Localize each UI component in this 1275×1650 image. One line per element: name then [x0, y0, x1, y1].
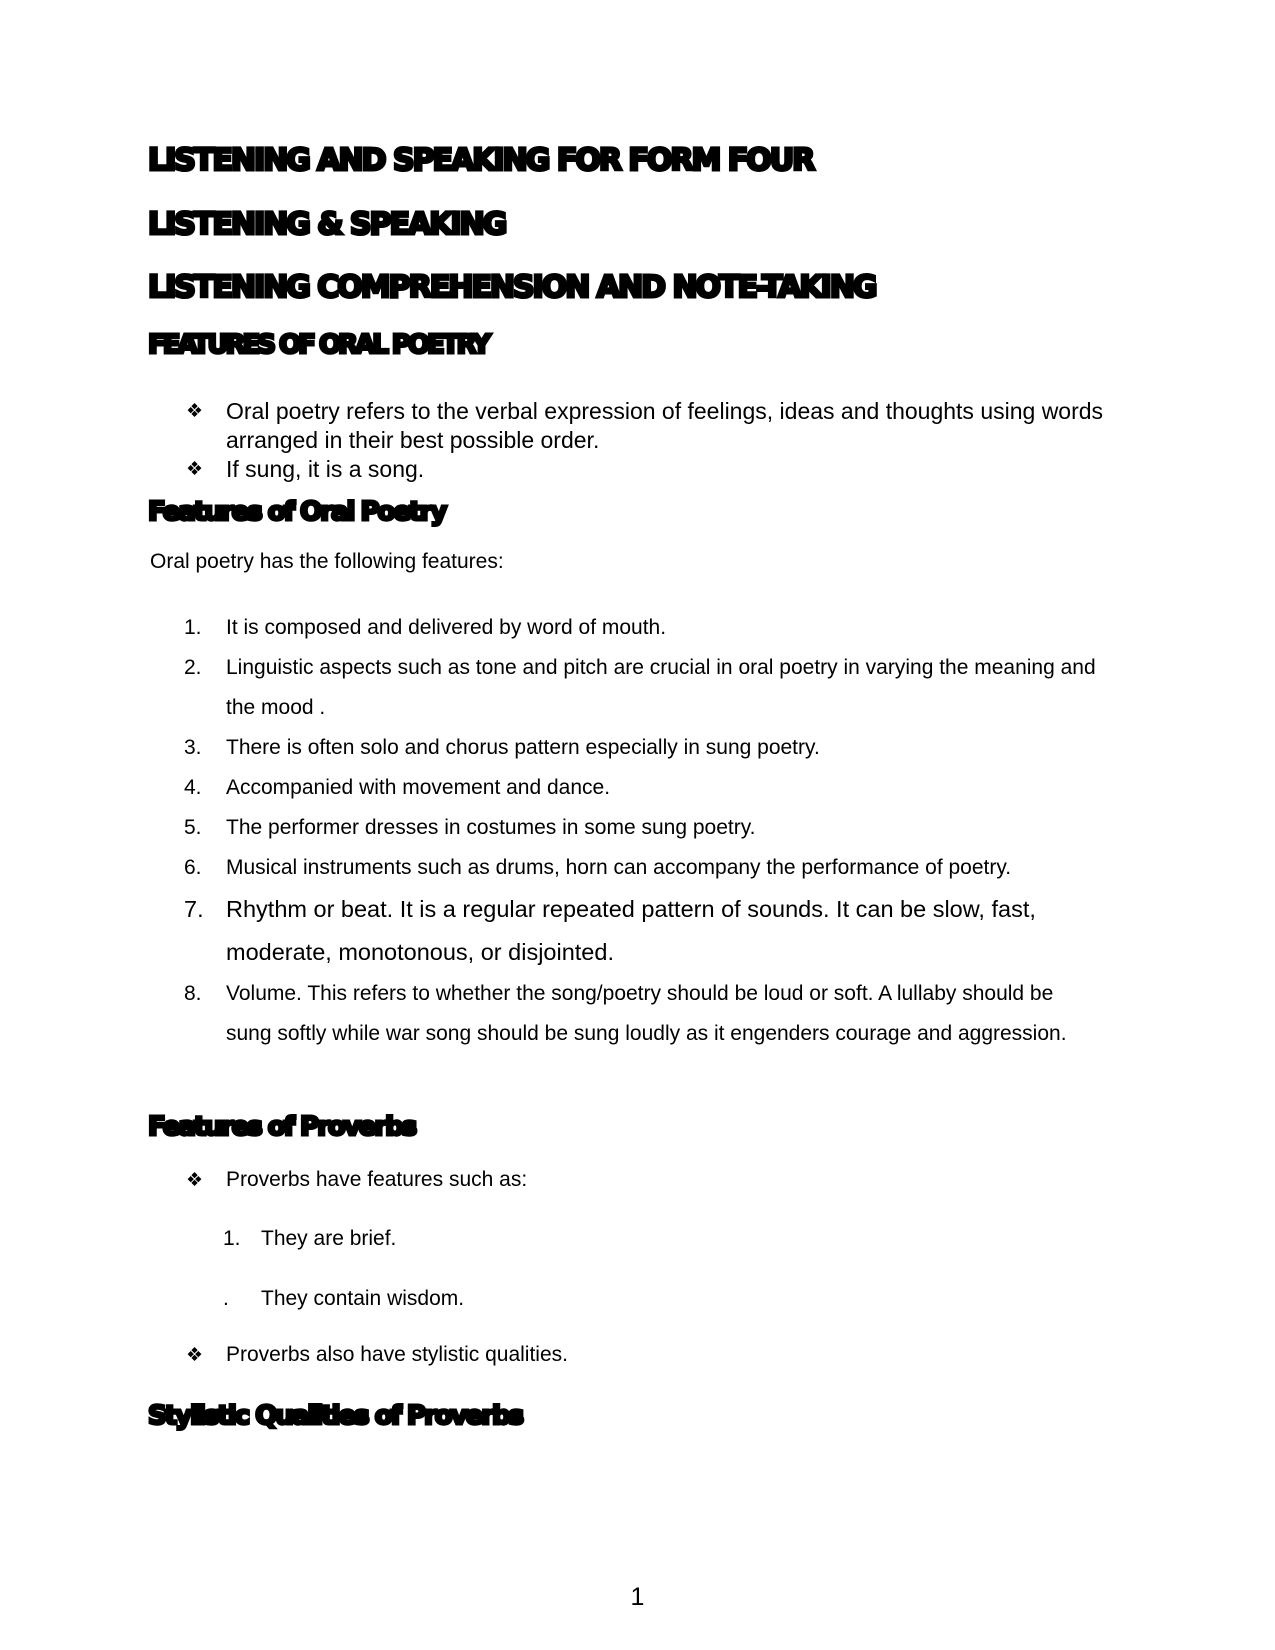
diamond-bullet-icon: ❖	[186, 1170, 204, 1191]
intro-bullet-list	[186, 397, 1106, 484]
list-text: It is composed and delivered by word of mouth.	[226, 616, 667, 639]
stylistic-heading: Stylistic Qualities of Proverbs	[148, 1401, 523, 1431]
list-item	[184, 808, 1104, 848]
list-item	[184, 974, 1104, 1054]
list-number: 1.	[184, 616, 202, 639]
section-title: LISTENING & SPEAKING	[148, 207, 506, 242]
features-numbered-list	[184, 608, 1104, 1054]
list-text: Accompanied with movement and dance.	[226, 776, 611, 799]
subsection-title: LISTENING COMPREHENSION AND NOTE-TAKING	[148, 270, 876, 305]
list-item	[186, 455, 1106, 484]
proverbs-sublist	[223, 1227, 464, 1347]
list-item	[184, 848, 1104, 888]
list-item	[223, 1227, 464, 1287]
features-intro: Oral poetry has the following features:	[150, 550, 504, 573]
list-number: .	[223, 1287, 229, 1310]
list-text: There is often solo and chorus pattern especially in sung poetry.	[226, 736, 820, 759]
proverbs-bullet-1	[186, 1168, 527, 1192]
list-text: They contain wisdom.	[261, 1287, 465, 1310]
list-item	[184, 728, 1104, 768]
list-item	[184, 608, 1104, 648]
diamond-bullet-icon: ❖	[186, 459, 204, 480]
list-text: Musical instruments such as drums, horn can accompany the performance of poetry.	[226, 856, 1012, 879]
topic-title: FEATURES OF ORAL POETRY	[148, 330, 488, 360]
list-text: Volume. This refers to whether the song/poetry should be loud or soft. A lullaby should be sung softly while war song should be sung loudly as it engenders courage and aggression.	[226, 982, 1067, 1045]
features-heading: Features of Oral Poetry	[148, 497, 446, 527]
diamond-bullet-icon: ❖	[186, 401, 204, 422]
list-text: They are brief.	[261, 1227, 397, 1250]
page-number: 1	[630, 1583, 645, 1611]
bullet-text: Proverbs have features such as:	[226, 1168, 528, 1191]
list-number: 5.	[184, 816, 202, 839]
diamond-bullet-icon: ❖	[186, 1345, 204, 1366]
proverbs-heading: Features of Proverbs	[148, 1112, 416, 1142]
list-text: Rhythm or beat. It is a regular repeated pattern of sounds. It can be slow, fast, moderate, monotonous, or disjointed.	[226, 896, 1036, 965]
list-text: Linguistic aspects such as tone and pitch are crucial in oral poetry in varying the meaning and the mood .	[226, 656, 1096, 719]
bullet-text: Proverbs also have stylistic qualities.	[226, 1343, 568, 1366]
list-item	[186, 397, 1106, 455]
proverbs-bullet-2	[186, 1343, 568, 1367]
main-title: LISTENING AND SPEAKING FOR FORM FOUR	[148, 143, 814, 178]
list-number: 7.	[184, 896, 204, 922]
list-number: 1.	[223, 1227, 241, 1250]
list-item	[184, 888, 1104, 974]
list-number: 3.	[184, 736, 202, 759]
list-number: 6.	[184, 856, 202, 879]
list-number: 2.	[184, 656, 202, 679]
bullet-text: If sung, it is a song.	[226, 456, 425, 482]
bullet-text: Oral poetry refers to the verbal expression of feelings, ideas and thoughts using words arranged in their best possible order.	[226, 398, 1104, 453]
list-item	[184, 648, 1104, 728]
list-text: The performer dresses in costumes in some sung poetry.	[226, 816, 756, 839]
list-number: 8.	[184, 982, 202, 1005]
list-item	[223, 1287, 464, 1347]
list-item	[184, 768, 1104, 808]
list-number: 4.	[184, 776, 202, 799]
